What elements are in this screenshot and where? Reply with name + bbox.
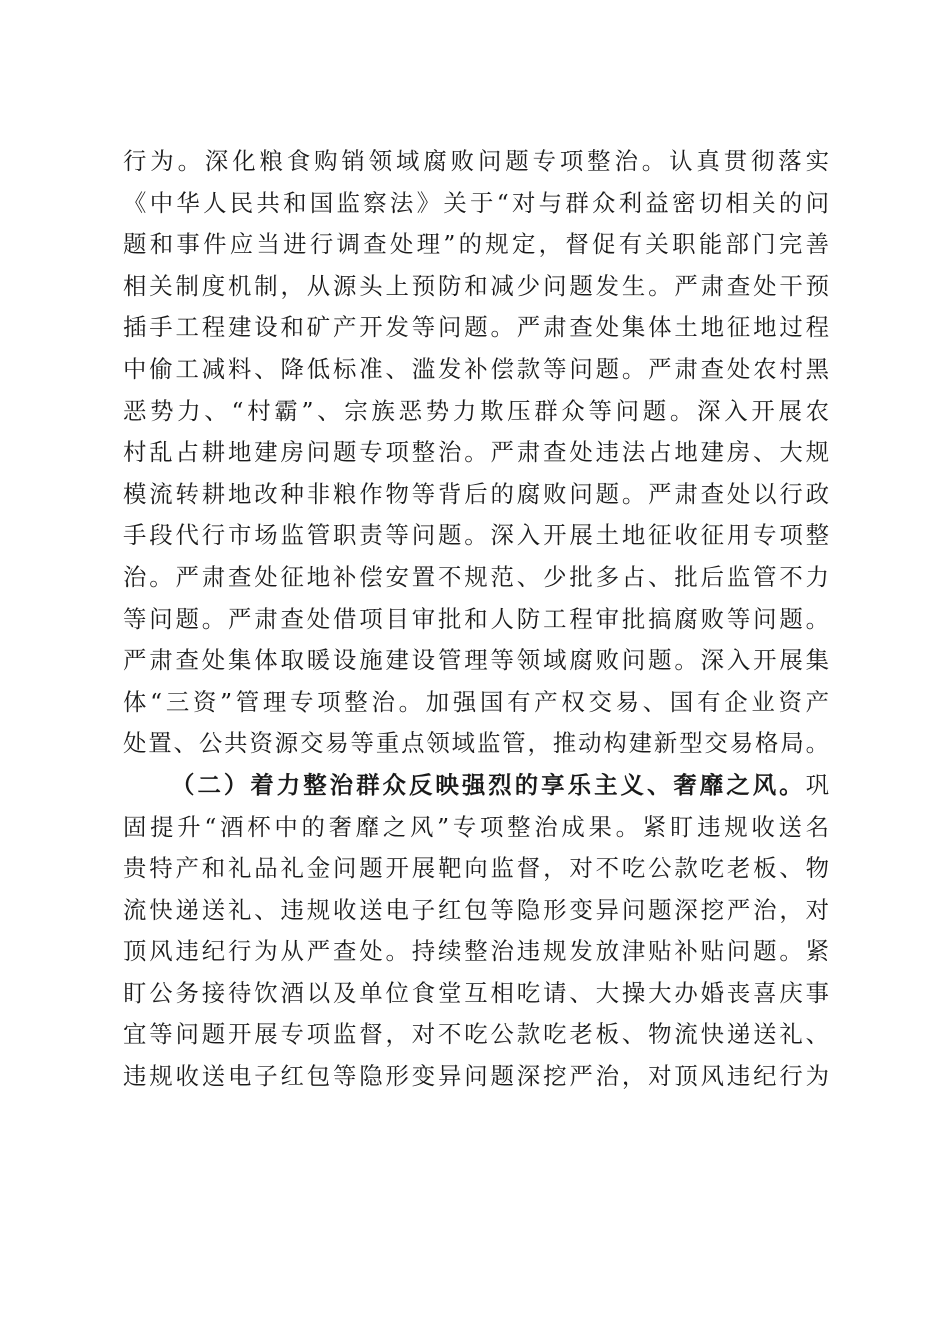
text-line: 中偷工减料、降低标准、滥发补偿款等问题。严肃查处农村黑 xyxy=(123,354,829,383)
text-line: 严肃查处集体取暖设施建设管理等领域腐败问题。深入开展集 xyxy=(123,646,829,675)
body-text xyxy=(123,141,829,1098)
text-line: 题和事件应当进行调查处理”的规定，督促有关职能部门完善 xyxy=(123,230,829,259)
text-line: 固提升“酒杯中的奢靡之风”专项整治成果。紧盯违规收送名 xyxy=(123,812,829,841)
text-line: 宜等问题开展专项监督，对不吃公款吃老板、物流快递送礼、 xyxy=(123,1020,829,1049)
text-line: 违规收送电子红包等隐形变异问题深挖严治，对顶风违纪行为 xyxy=(123,1062,829,1091)
text-line: 等问题。严肃查处借项目审批和人防工程审批搞腐败等问题。 xyxy=(123,604,829,633)
text-line: 恶势力、“村霸”、宗族恶势力欺压群众等问题。深入开展农 xyxy=(123,396,829,425)
text-line: 流快递送礼、违规收送电子红包等隐形变异问题深挖严治，对 xyxy=(123,895,829,924)
section-heading: （二）着力整治群众反映强烈的享乐主义、奢靡之风。 xyxy=(171,770,806,799)
text-line: 行为。深化粮食购销领域腐败问题专项整治。认真贯彻落实 xyxy=(123,147,829,175)
text-line: 模流转耕地改种非粮作物等背后的腐败问题。严肃查处以行政 xyxy=(123,479,829,508)
section-heading-line xyxy=(123,765,829,807)
text-line: 贵特产和礼品礼金问题开展靶向监督，对不吃公款吃老板、物 xyxy=(123,854,829,883)
text-line: 盯公务接待饮酒以及单位食堂互相吃请、大操大办婚丧喜庆事 xyxy=(123,978,829,1007)
section-heading-rest: 巩 xyxy=(805,770,829,799)
text-line: 手段代行市场监管职责等问题。深入开展土地征收征用专项整 xyxy=(123,521,829,550)
text-line: 治。严肃查处征地补偿安置不规范、少批多占、批后监管不力 xyxy=(123,562,829,591)
text-line: 体“三资”管理专项整治。加强国有产权交易、国有企业资产 xyxy=(123,687,829,716)
text-line: 村乱占耕地建房问题专项整治。严肃查处违法占地建房、大规 xyxy=(123,438,829,467)
text-line: 《中华人民共和国监察法》关于“对与群众利益密切相关的问 xyxy=(123,188,829,217)
text-line: 处置、公共资源交易等重点领域监管，推动构建新型交易格局。 xyxy=(123,729,829,758)
text-line: 相关制度机制，从源头上预防和减少问题发生。严肃查处干预 xyxy=(123,271,829,300)
text-line: 插手工程建设和矿产开发等问题。严肃查处集体土地征地过程 xyxy=(123,313,829,342)
text-line: 顶风违纪行为从严查处。持续整治违规发放津贴补贴问题。紧 xyxy=(123,937,829,966)
